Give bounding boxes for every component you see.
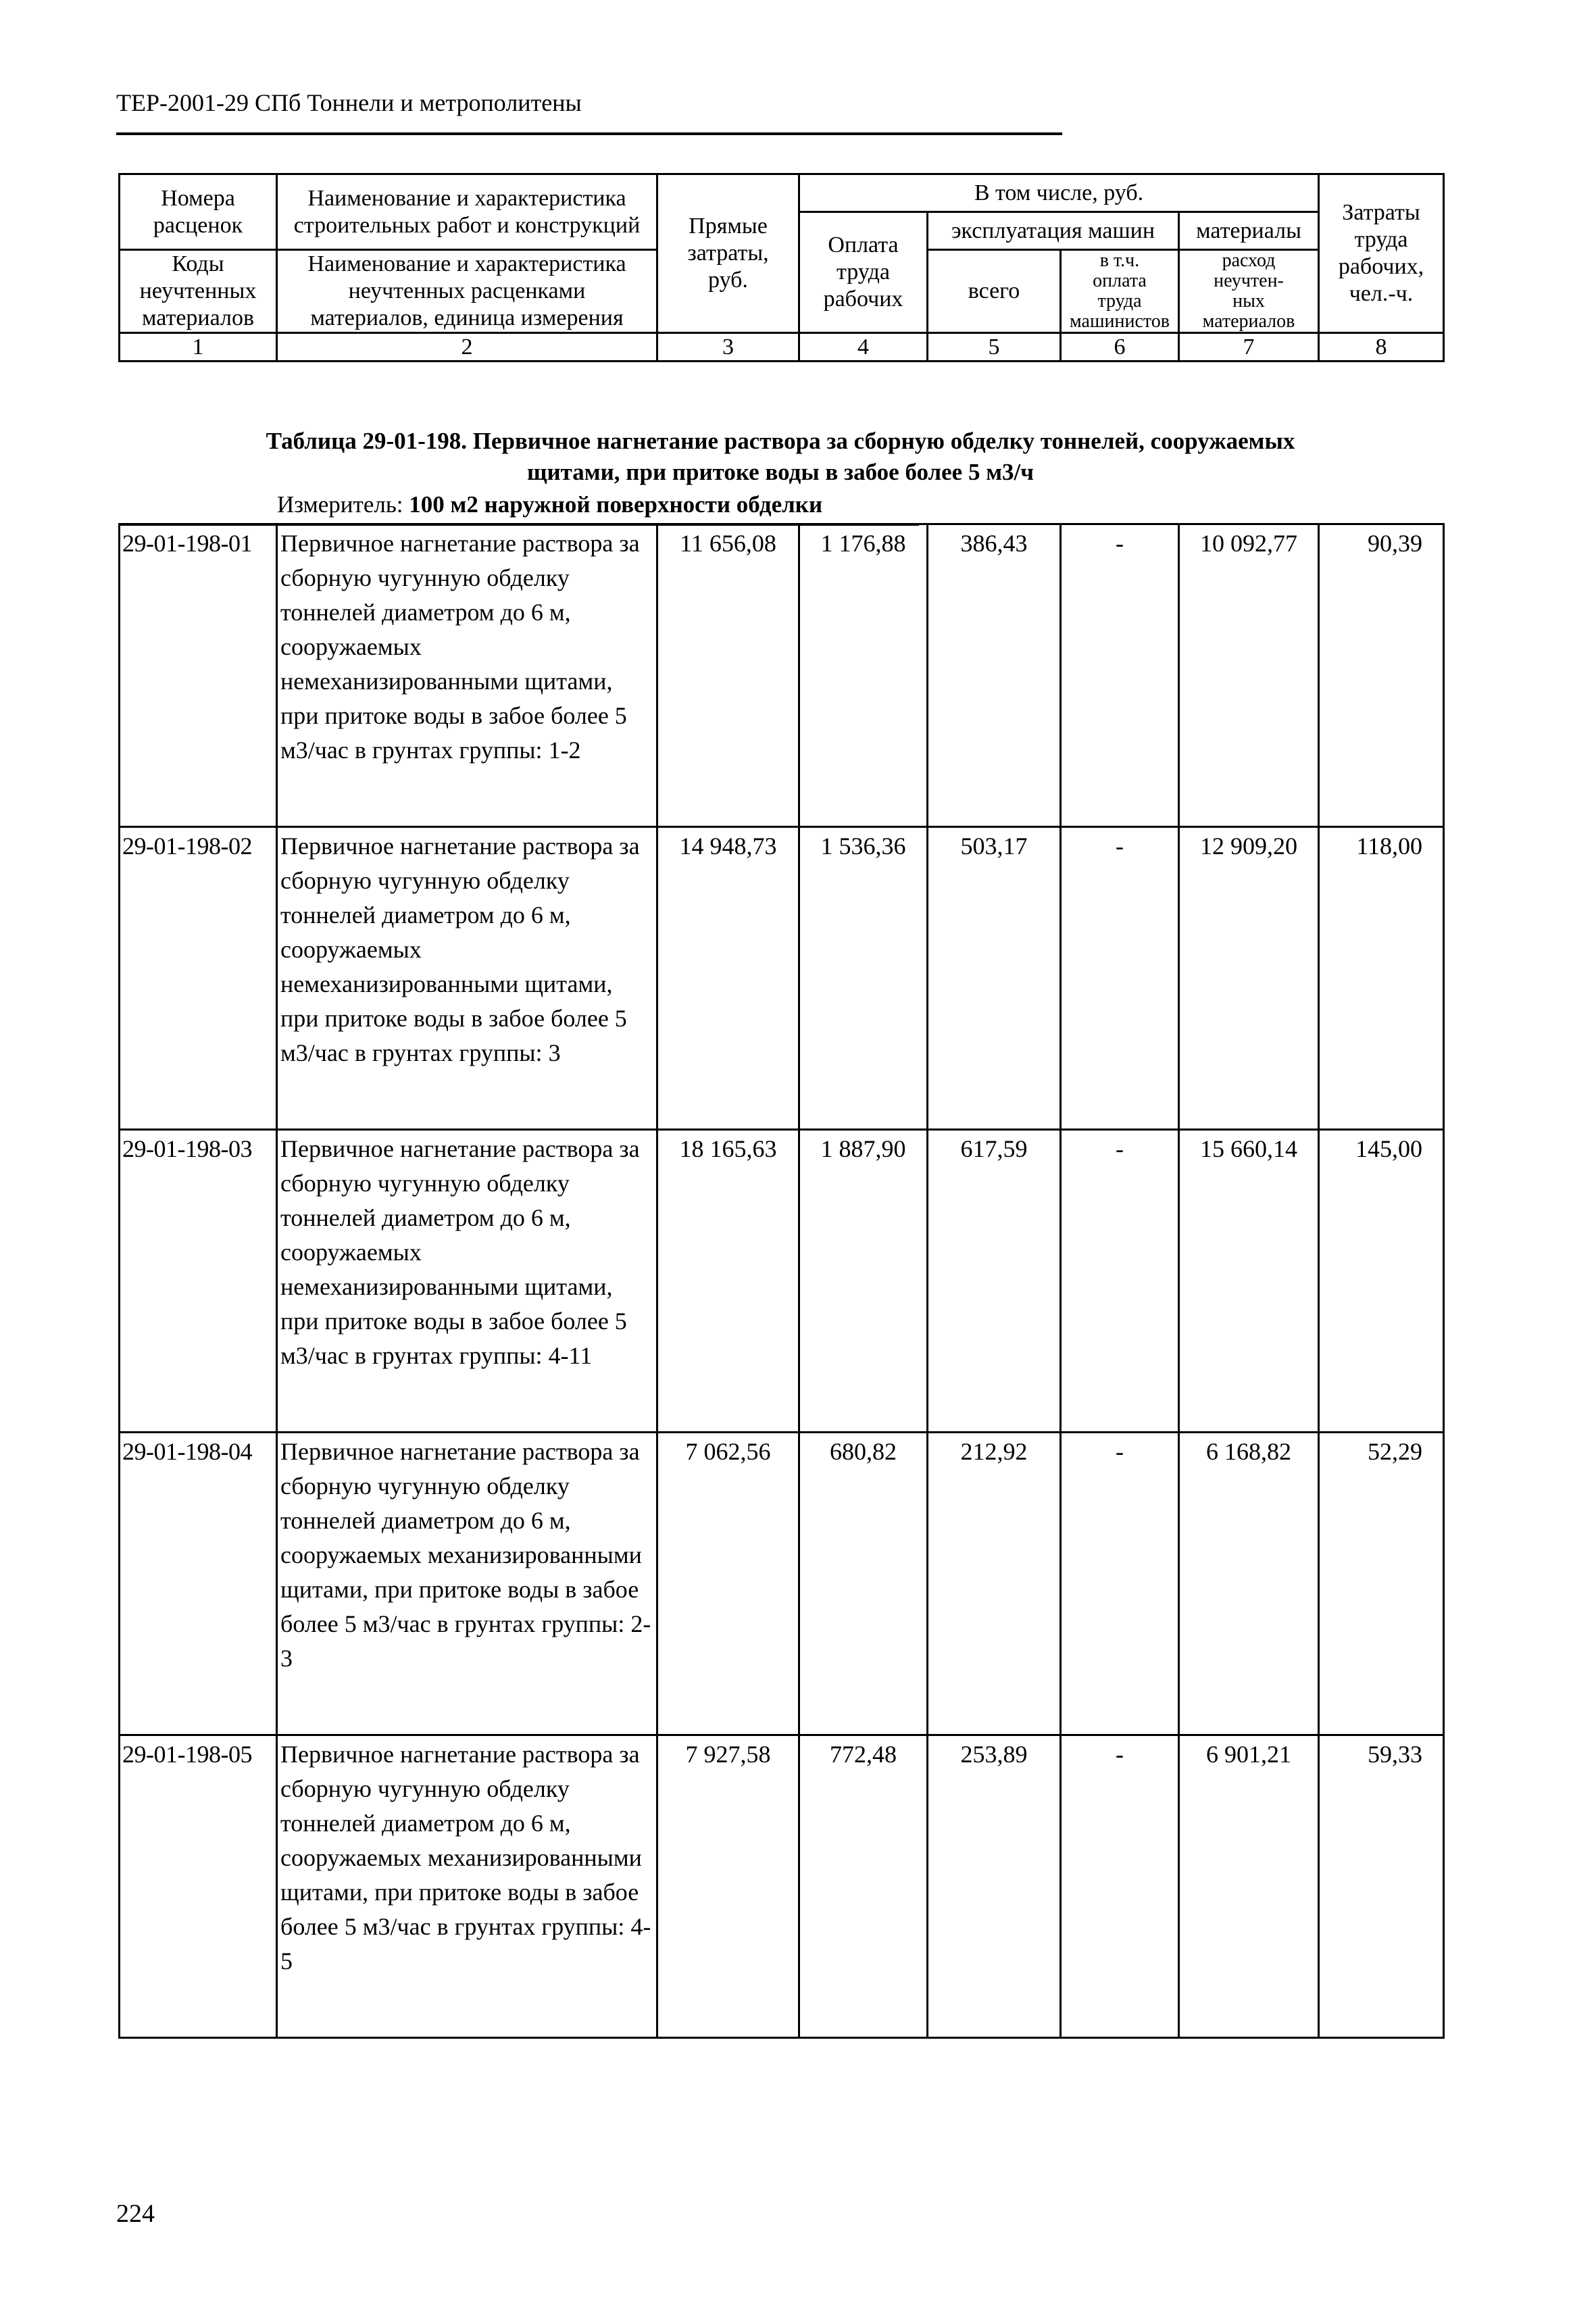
rates-table xyxy=(118,523,1445,2039)
header-direct-costs: Прямые затраты, руб. xyxy=(657,174,799,333)
materials-value: 6 168,82 xyxy=(1179,1433,1319,1735)
labor-value: 59,33 xyxy=(1319,1735,1444,2038)
header-machines-total: всего xyxy=(928,250,1061,333)
materials-value: 12 909,20 xyxy=(1179,827,1319,1130)
table-row xyxy=(120,827,1444,1130)
rate-code: 29-01-198-04 xyxy=(120,1433,277,1735)
rate-code: 29-01-198-05 xyxy=(120,1735,277,2038)
wages-value: 1 536,36 xyxy=(799,827,928,1130)
measure-label: Измеритель: xyxy=(277,491,409,518)
header-unaccounted-materials: расход неучтен- ных материалов xyxy=(1179,250,1319,333)
measure-unit xyxy=(277,489,822,520)
header-rates-number: Номера расценок xyxy=(120,174,277,250)
labor-value: 145,00 xyxy=(1319,1130,1444,1433)
column-number: 1 xyxy=(120,333,277,362)
machines-total-value: 617,59 xyxy=(928,1130,1061,1433)
direct-costs-value: 7 927,58 xyxy=(657,1735,799,2038)
direct-costs-value: 14 948,73 xyxy=(657,827,799,1130)
table-row xyxy=(120,1433,1444,1735)
direct-costs-value: 11 656,08 xyxy=(657,524,799,827)
header-unaccounted-materials-name: Наименование и характеристика неучтенных расценками материалов, единица измерения xyxy=(277,250,657,333)
header-rule xyxy=(116,132,1062,135)
labor-value: 52,29 xyxy=(1319,1433,1444,1735)
header-unaccounted-codes: Коды неучтенных материалов xyxy=(120,250,277,333)
measure-value: 100 м2 наружной поверхности обделки xyxy=(409,491,823,518)
table-caption-line2: щитами, при притоке воды в забое более 5 м3/ч xyxy=(526,459,1034,485)
column-number: 5 xyxy=(928,333,1061,362)
machines-total-value: 503,17 xyxy=(928,827,1061,1130)
column-number: 7 xyxy=(1179,333,1319,362)
machinists-wages-value: - xyxy=(1061,1433,1179,1735)
header-including: В том числе, руб. xyxy=(799,174,1319,212)
labor-value: 90,39 xyxy=(1319,524,1444,827)
machines-total-value: 386,43 xyxy=(928,524,1061,827)
rate-description: Первичное нагнетание раствора за сборную чугунную обделку тоннелей диаметром до 6 м, сооружаемых немеханизированными щитами, при притоке воды в забое более 5 м3/час в грунтах группы: 1-2 xyxy=(277,524,657,827)
rate-description: Первичное нагнетание раствора за сборную чугунную обделку тоннелей диаметром до 6 м, сооружаемых немеханизированными щитами, при притоке воды в забое более 5 м3/час в грунтах группы: 3 xyxy=(277,827,657,1130)
table-row xyxy=(120,1130,1444,1433)
header-machines: эксплуатация машин xyxy=(928,212,1179,250)
wages-value: 1 887,90 xyxy=(799,1130,928,1433)
machines-total-value: 212,92 xyxy=(928,1433,1061,1735)
rate-code: 29-01-198-02 xyxy=(120,827,277,1130)
wages-value: 772,48 xyxy=(799,1735,928,2038)
column-number: 2 xyxy=(277,333,657,362)
machinists-wages-value: - xyxy=(1061,524,1179,827)
header-workers-wages: Оплата труда рабочих xyxy=(799,212,928,333)
running-header: ТЕР-2001-29 СПб Тоннели и метрополитены xyxy=(116,89,582,116)
labor-value: 118,00 xyxy=(1319,827,1444,1130)
header-materials: материалы xyxy=(1179,212,1319,250)
column-number: 6 xyxy=(1061,333,1179,362)
header-machinists-wages: в т.ч. оплата труда машинистов xyxy=(1061,250,1179,333)
materials-value: 6 901,21 xyxy=(1179,1735,1319,2038)
rate-code: 29-01-198-03 xyxy=(120,1130,277,1433)
wages-value: 680,82 xyxy=(799,1433,928,1735)
table-row xyxy=(120,1735,1444,2038)
header-work-name: Наименование и характеристика строительных работ и конструкций xyxy=(277,174,657,250)
rate-description: Первичное нагнетание раствора за сборную чугунную обделку тоннелей диаметром до 6 м, сооружаемых немеханизированными щитами, при притоке воды в забое более 5 м3/час в грунтах группы: 4-11 xyxy=(277,1130,657,1433)
table-caption-line1: Таблица 29-01-198. Первичное нагнетание раствора за сборную обделку тоннелей, сооружаемых xyxy=(266,428,1295,454)
materials-value: 15 660,14 xyxy=(1179,1130,1319,1433)
machinists-wages-value: - xyxy=(1061,827,1179,1130)
machinists-wages-value: - xyxy=(1061,1130,1179,1433)
rate-code: 29-01-198-01 xyxy=(120,524,277,827)
rate-description: Первичное нагнетание раствора за сборную чугунную обделку тоннелей диаметром до 6 м, сооружаемых механизированными щитами, при притоке воды в забое более 5 м3/час в грунтах группы: 2-3 xyxy=(277,1433,657,1735)
table-row xyxy=(120,524,1444,827)
header-labor-costs: Затраты труда рабочих, чел.-ч. xyxy=(1319,174,1444,333)
column-header-table xyxy=(118,173,1445,362)
column-number: 3 xyxy=(657,333,799,362)
page-number: 224 xyxy=(116,2200,155,2228)
rate-description: Первичное нагнетание раствора за сборную чугунную обделку тоннелей диаметром до 6 м, сооружаемых механизированными щитами, при притоке воды в забое более 5 м3/час в грунтах группы: 4-5 xyxy=(277,1735,657,2038)
direct-costs-value: 18 165,63 xyxy=(657,1130,799,1433)
machinists-wages-value: - xyxy=(1061,1735,1179,2038)
machines-total-value: 253,89 xyxy=(928,1735,1061,2038)
column-number: 8 xyxy=(1319,333,1444,362)
materials-value: 10 092,77 xyxy=(1179,524,1319,827)
column-number: 4 xyxy=(799,333,928,362)
wages-value: 1 176,88 xyxy=(799,524,928,827)
direct-costs-value: 7 062,56 xyxy=(657,1433,799,1735)
